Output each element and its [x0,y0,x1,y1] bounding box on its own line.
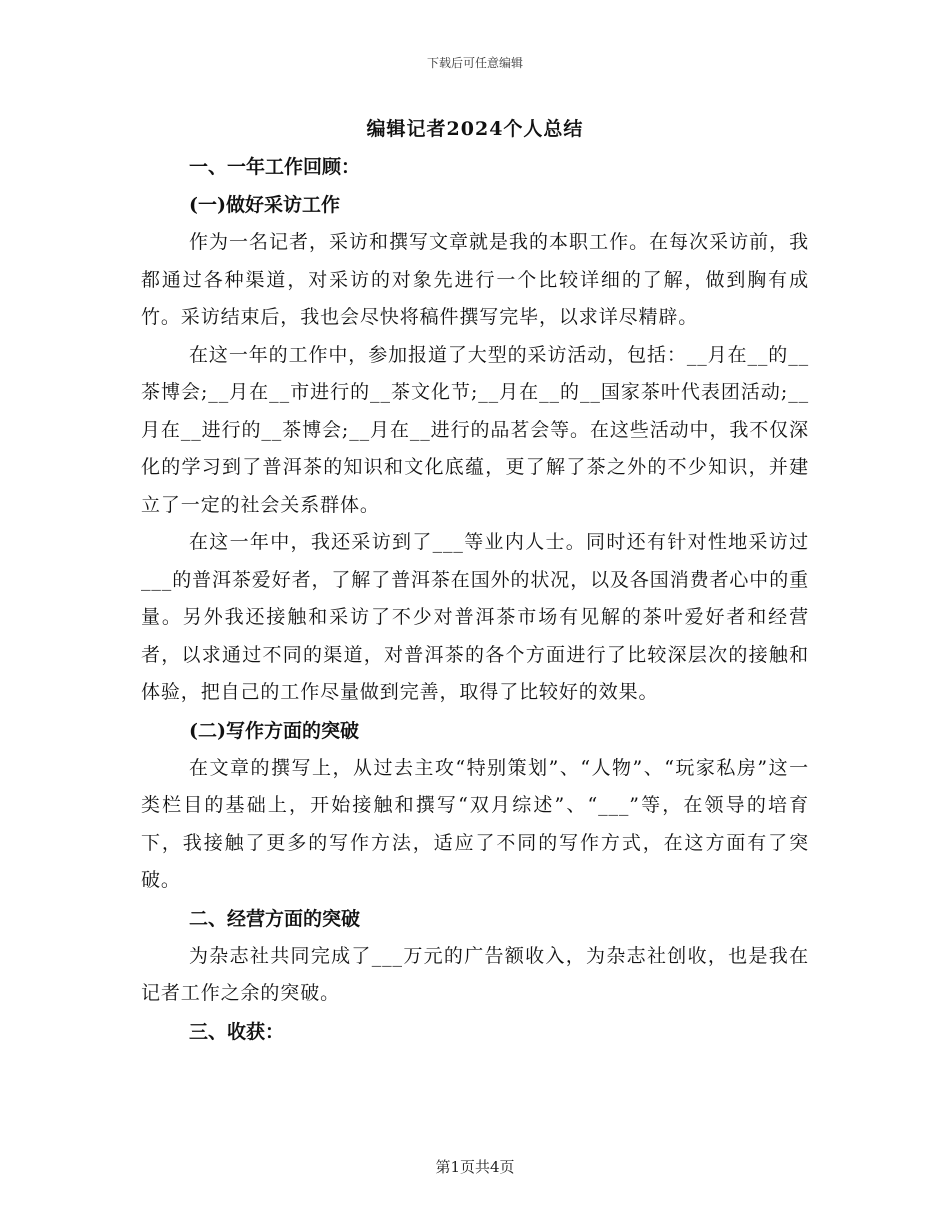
section-heading-2: 二、经营方面的突破 [189,907,361,930]
paragraph-events: 在这一年的工作中，参加报道了大型的采访活动，包括：__月在__的__茶博会;__月在__市进行的__茶文化节;__月在__的__国家茶叶代表团活动;__月在__进行的__茶博会;__月在__进行的品茗会等。在这些活动中，我不仅深化的学习到了普洱茶的知识和文化底蕴，更了解了茶之外的不少知识，并建立了一定的社会关系群体。 [141,343,809,516]
header-note: 下载后可任意编辑 [426,56,523,70]
paragraph-writing: 在文章的撰写上，从过去主攻“特别策划”、“人物”、“玩家私房”这一类栏目的基础上，开始接触和撰写“双月综述”、“___”等，在领导的培育下，我接触了更多的写作方法，适应了不同的写作方式，在这方面有了突破。 [141,756,809,891]
subsection-heading-1-2: (二)写作方面的突破 [189,719,359,742]
paragraph-interview-work: 作为一名记者，采访和撰写文章就是我的本职工作。在每次采访前，我都通过各种渠道，对采访的对象先进行一个比较详细的了解，做到胸有成竹。采访结束后，我也会尽快将稿件撰写完毕，以求详尽精辟。 [141,231,809,328]
section-heading-1: 一、一年工作回顾： [189,156,361,178]
paragraph-business: 为杂志社共同完成了___万元的广告额收入，为杂志社创收，也是我在记者工作之余的突破。 [141,944,809,1004]
subsection-heading-1-1: (一)做好采访工作 [189,194,340,216]
page-footer: 第1页共4页 [435,1158,515,1176]
document-body [141,148,809,1051]
section-heading-3: 三、收获： [189,1020,285,1043]
document-title: 编辑记者2024个人总结 [366,118,584,140]
paragraph-interviewees: 在这一年中，我还采访到了___等业内人士。同时还有针对性地采访过___的普洱茶爱好者，了解了普洱茶在国外的状况，以及各国消费者心中的重量。另外我还接触和采访了不少对普洱茶市场有见解的茶叶爱好者和经营者，以求通过不同的渠道，对普洱茶的各个方面进行了比较深层次的接触和体验，把自己的工作尽量做到完善，取得了比较好的效果。 [141,531,810,703]
